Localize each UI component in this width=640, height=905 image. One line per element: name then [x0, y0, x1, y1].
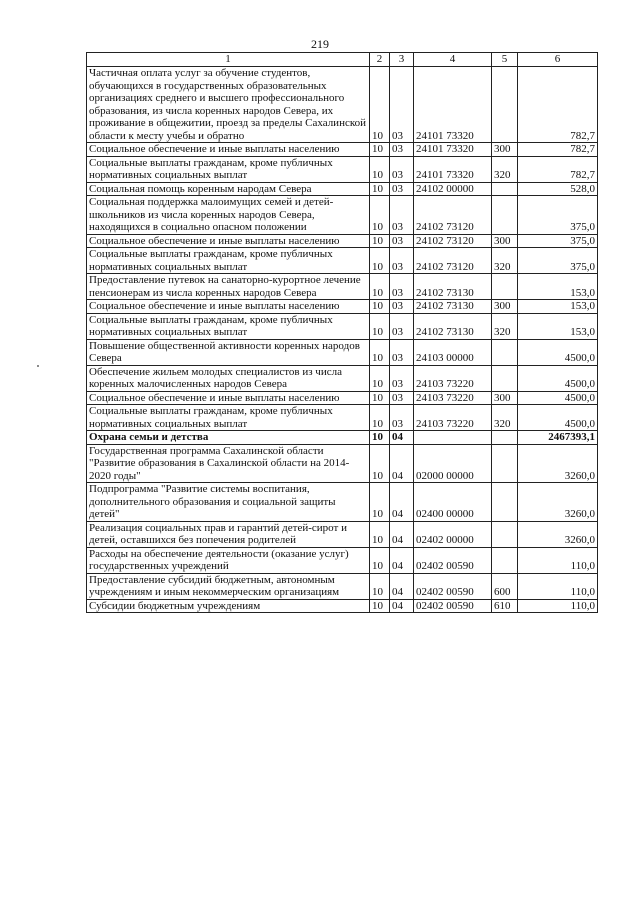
row-target-article: 24103 73220	[414, 405, 492, 431]
row-subsection: 04	[390, 483, 414, 522]
row-section: 10	[370, 196, 390, 235]
row-target-article: 02402 00590	[414, 547, 492, 573]
budget-table	[86, 52, 598, 613]
table-row	[87, 391, 598, 405]
row-expense-type: 600	[492, 573, 518, 599]
table-row	[87, 274, 598, 300]
row-subsection: 03	[390, 339, 414, 365]
table-row	[87, 143, 598, 157]
row-amount: 3260,0	[518, 483, 598, 522]
row-expense-type: 320	[492, 248, 518, 274]
row-name: Повышение общественной активности коренных народов Севера	[87, 339, 370, 365]
row-target-article: 02402 00590	[414, 573, 492, 599]
row-name: Социальное обеспечение и иные выплаты населению	[87, 300, 370, 314]
row-section: 10	[370, 234, 390, 248]
row-section: 10	[370, 521, 390, 547]
row-target-article: 24103 73220	[414, 365, 492, 391]
page-number: 219	[311, 37, 329, 51]
row-name: Предоставление субсидий бюджетным, автономным учреждениям и иным некоммерческим организациям	[87, 573, 370, 599]
row-target-article: 24102 73120	[414, 234, 492, 248]
row-amount: 110,0	[518, 599, 598, 613]
row-expense-type: 300	[492, 143, 518, 157]
row-name: Предоставление путевок на санаторно-курортное лечение пенсионерам из числа коренных народов Севера	[87, 274, 370, 300]
header-cell: 1	[87, 53, 370, 67]
row-amount: 782,7	[518, 143, 598, 157]
row-section: 10	[370, 444, 390, 483]
row-expense-type	[492, 431, 518, 445]
row-amount: 4500,0	[518, 405, 598, 431]
row-subsection: 03	[390, 196, 414, 235]
header-cell: 6	[518, 53, 598, 67]
row-target-article: 24103 73220	[414, 391, 492, 405]
row-amount: 153,0	[518, 313, 598, 339]
row-target-article: 24102 73130	[414, 313, 492, 339]
row-expense-type	[492, 365, 518, 391]
table-row	[87, 313, 598, 339]
row-subsection: 03	[390, 143, 414, 157]
row-subsection: 03	[390, 182, 414, 196]
row-section: 10	[370, 143, 390, 157]
row-subsection: 03	[390, 313, 414, 339]
row-amount: 2467393,1	[518, 431, 598, 445]
row-expense-type	[492, 521, 518, 547]
table-row	[87, 234, 598, 248]
row-name: Социальная поддержка малоимущих семей и детей-школьников из числа коренных народов Севера, находящихся в социально опасном положении	[87, 196, 370, 235]
row-expense-type: 300	[492, 300, 518, 314]
row-name: Социальные выплаты гражданам, кроме публичных нормативных социальных выплат	[87, 405, 370, 431]
table-row	[87, 248, 598, 274]
header-cell: 5	[492, 53, 518, 67]
row-section: 10	[370, 405, 390, 431]
row-target-article: 24101 73320	[414, 143, 492, 157]
table-row	[87, 573, 598, 599]
row-name: Социальные выплаты гражданам, кроме публичных нормативных социальных выплат	[87, 248, 370, 274]
row-subsection: 03	[390, 300, 414, 314]
row-target-article: 24102 73130	[414, 274, 492, 300]
table-row	[87, 300, 598, 314]
table-row	[87, 599, 598, 613]
row-target-article: 24102 73130	[414, 300, 492, 314]
row-target-article: 24101 73320	[414, 67, 492, 143]
table-row	[87, 483, 598, 522]
row-target-article: 24103 00000	[414, 339, 492, 365]
row-section: 10	[370, 339, 390, 365]
row-name: Социальные выплаты гражданам, кроме публичных нормативных социальных выплат	[87, 313, 370, 339]
row-amount: 110,0	[518, 573, 598, 599]
table-row	[87, 365, 598, 391]
row-name: Социальная помощь коренным народам Севера	[87, 182, 370, 196]
row-amount: 153,0	[518, 274, 598, 300]
row-name: Социальное обеспечение и иные выплаты населению	[87, 234, 370, 248]
row-expense-type: 300	[492, 391, 518, 405]
row-expense-type: 320	[492, 156, 518, 182]
table-row	[87, 405, 598, 431]
row-target-article	[414, 431, 492, 445]
row-name: Частичная оплата услуг за обучение студентов, обучающихся в государственных образовательных организациях среднего и высшего профессионального образования, из числа коренных народов Севера, их проживание в общежитии, проезд за пределы Сахалинской области к месту учебы и обратно	[87, 67, 370, 143]
table-row	[87, 196, 598, 235]
row-expense-type	[492, 182, 518, 196]
row-expense-type	[492, 196, 518, 235]
row-subsection: 03	[390, 234, 414, 248]
header-cell: 2	[370, 53, 390, 67]
row-target-article: 24102 00000	[414, 182, 492, 196]
row-subsection: 04	[390, 573, 414, 599]
row-expense-type: 320	[492, 405, 518, 431]
row-target-article: 24102 73120	[414, 196, 492, 235]
row-section: 10	[370, 182, 390, 196]
table-row	[87, 339, 598, 365]
row-section: 10	[370, 67, 390, 143]
row-subsection: 03	[390, 365, 414, 391]
row-expense-type	[492, 483, 518, 522]
row-target-article: 02000 00000	[414, 444, 492, 483]
row-amount: 375,0	[518, 234, 598, 248]
row-section: 10	[370, 483, 390, 522]
row-subsection: 04	[390, 444, 414, 483]
row-section: 10	[370, 391, 390, 405]
row-section: 10	[370, 274, 390, 300]
table-row	[87, 67, 598, 143]
row-name: Социальное обеспечение и иные выплаты населению	[87, 391, 370, 405]
row-amount: 782,7	[518, 156, 598, 182]
row-section: 10	[370, 573, 390, 599]
row-name: Социальное обеспечение и иные выплаты населению	[87, 143, 370, 157]
row-subsection: 03	[390, 156, 414, 182]
row-subsection: 03	[390, 391, 414, 405]
row-expense-type	[492, 67, 518, 143]
table-row	[87, 444, 598, 483]
row-section: 10	[370, 313, 390, 339]
row-expense-type: 300	[492, 234, 518, 248]
row-subsection: 03	[390, 67, 414, 143]
row-target-article: 02402 00000	[414, 521, 492, 547]
row-amount: 3260,0	[518, 444, 598, 483]
row-section: 10	[370, 365, 390, 391]
row-amount: 4500,0	[518, 391, 598, 405]
row-section: 10	[370, 300, 390, 314]
header-row	[87, 53, 598, 67]
row-subsection: 04	[390, 599, 414, 613]
row-name: Обеспечение жильем молодых специалистов из числа коренных малочисленных народов Севера	[87, 365, 370, 391]
table-row	[87, 156, 598, 182]
row-expense-type	[492, 339, 518, 365]
row-amount: 4500,0	[518, 339, 598, 365]
row-section: 10	[370, 156, 390, 182]
row-name: Субсидии бюджетным учреждениям	[87, 599, 370, 613]
row-expense-type	[492, 444, 518, 483]
table-row	[87, 547, 598, 573]
row-amount: 4500,0	[518, 365, 598, 391]
row-section: 10	[370, 431, 390, 445]
row-amount: 528,0	[518, 182, 598, 196]
row-target-article: 02402 00590	[414, 599, 492, 613]
row-name: Подпрограмма "Развитие системы воспитания, дополнительного образования и социальной защиты детей"	[87, 483, 370, 522]
row-subsection: 03	[390, 248, 414, 274]
header-cell: 3	[390, 53, 414, 67]
table-row	[87, 182, 598, 196]
row-name: Реализация социальных прав и гарантий детей-сирот и детей, оставшихся без попечения родителей	[87, 521, 370, 547]
row-target-article: 24102 73120	[414, 248, 492, 274]
row-expense-type	[492, 547, 518, 573]
row-section: 10	[370, 599, 390, 613]
row-target-article: 24101 73320	[414, 156, 492, 182]
row-expense-type: 320	[492, 313, 518, 339]
table-row	[87, 431, 598, 445]
row-amount: 375,0	[518, 196, 598, 235]
row-subsection: 03	[390, 405, 414, 431]
row-section: 10	[370, 547, 390, 573]
row-amount: 153,0	[518, 300, 598, 314]
row-section: 10	[370, 248, 390, 274]
row-subsection: 04	[390, 521, 414, 547]
row-name: Расходы на обеспечение деятельности (оказание услуг) государственных учреждений	[87, 547, 370, 573]
row-amount: 3260,0	[518, 521, 598, 547]
row-name: Социальные выплаты гражданам, кроме публичных нормативных социальных выплат	[87, 156, 370, 182]
row-amount: 110,0	[518, 547, 598, 573]
row-expense-type: 610	[492, 599, 518, 613]
row-expense-type	[492, 274, 518, 300]
row-subsection: 04	[390, 431, 414, 445]
scan-speck	[37, 365, 39, 367]
table-row	[87, 521, 598, 547]
row-subsection: 04	[390, 547, 414, 573]
row-name: Государственная программа Сахалинской области "Развитие образования в Сахалинской области на 2014-2020 годы"	[87, 444, 370, 483]
row-amount: 782,7	[518, 67, 598, 143]
row-target-article: 02400 00000	[414, 483, 492, 522]
header-cell: 4	[414, 53, 492, 67]
row-name: Охрана семьи и детства	[87, 431, 370, 445]
row-amount: 375,0	[518, 248, 598, 274]
row-subsection: 03	[390, 274, 414, 300]
